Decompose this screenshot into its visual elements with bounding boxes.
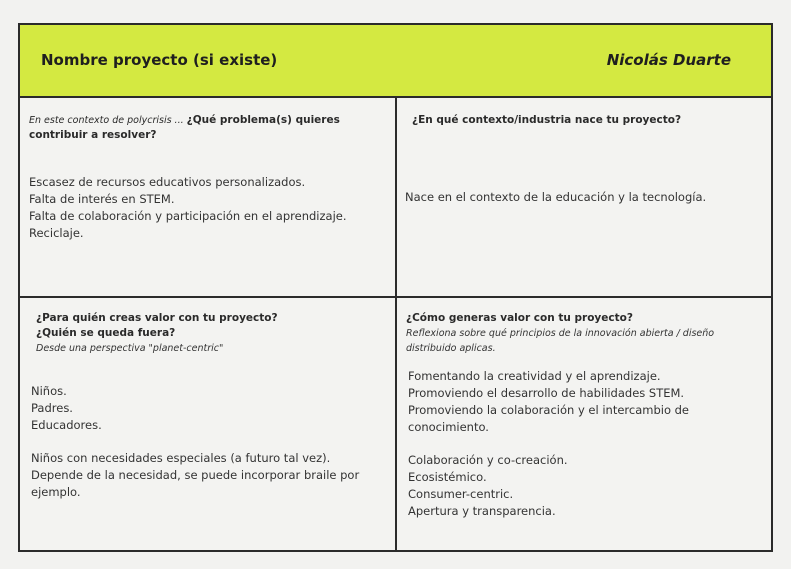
project-name-title[interactable]: Nombre proyecto (si existe) [41,51,278,69]
answer-line: Depende de la necesidad, se puede incorporar braile por ejemplo. [31,468,360,499]
answer-line: Falta de colaboración y participación en el aprendizaje. [29,209,347,223]
header-bar [20,25,771,98]
context-question: ¿En qué contexto/industria nace tu proyecto? [412,114,682,126]
answer-line: Consumer-centric. [408,487,514,501]
vertical-divider [395,98,397,550]
answer-line: Fomentando la creatividad y el aprendizaje. [408,369,661,383]
context-answer: Nace en el contexto de la educación y la tecnología. [405,190,707,204]
answer-line: Niños con necesidades especiales (a futuro tal vez). [31,451,331,465]
value-cell[interactable] [406,311,756,520]
horizontal-divider [20,296,771,298]
problem-question-text: ¿Qué problema(s) quieres contribuir a resolver? [29,114,340,141]
polycrisis-context: En este contexto de polycrisis ... [29,115,187,126]
answer-line: Escasez de recursos educativos personalizados. [29,175,306,189]
value-question: ¿Cómo generas valor con tu proyecto? [406,312,633,324]
audience-answers [31,383,386,501]
answer-line: Padres. [31,401,73,415]
answer-line: Colaboración y co-creación. [408,453,568,467]
canvas-board [18,23,773,552]
context-cell[interactable] [405,113,755,206]
answer-line: Apertura y transparencia. [408,504,556,518]
answer-line: Promoviendo el desarrollo de habilidades STEM. [408,386,685,400]
answer-line: Falta de interés en STEM. [29,192,175,206]
value-answers [406,368,756,520]
left-out-question: ¿Quién se queda fuera? [36,327,176,339]
answer-line: Promoviendo la colaboración y el intercambio de conocimiento. [408,403,690,434]
open-innovation-hint: Reflexiona sobre qué principios de la innovación abierta / diseño distribuido aplicas. [406,328,715,354]
audience-question: ¿Para quién creas valor con tu proyecto? [36,312,278,324]
planet-centric-hint: Desde una perspectiva "planet-centric" [36,343,224,354]
problem-question [29,113,384,143]
answer-line: Ecosistémico. [408,470,487,484]
problem-cell[interactable] [29,113,384,242]
answer-line: Niños. [31,384,67,398]
author-name[interactable]: Nicolás Duarte [606,51,731,69]
problem-answers [29,174,384,242]
answer-line: Reciclaje. [29,226,84,240]
answer-line: Educadores. [31,418,102,432]
audience-cell[interactable] [31,311,386,501]
